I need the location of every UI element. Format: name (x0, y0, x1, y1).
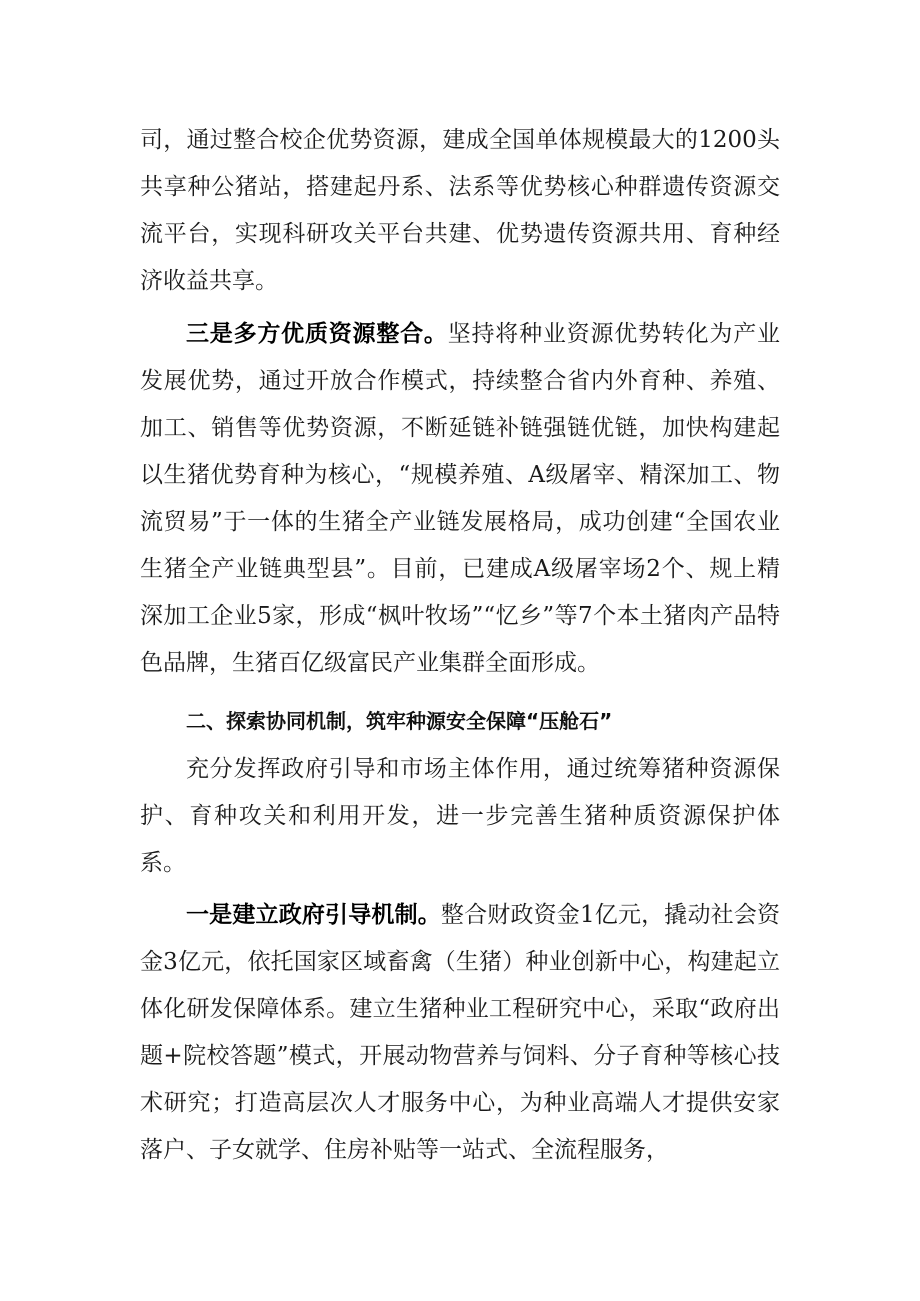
paragraph-lead-resource-integration: 三是多方优质资源整合。 (186, 321, 448, 347)
paragraph-government-guidance (140, 892, 780, 1174)
paragraph-body-resource-integration: 坚持将种业资源优势转化为产业发展优势，通过开放合作模式，持续整合省内外育种、养殖、加工、销售等优势资源，不断延链补链强链优链，加快构建起以生猪优势育种为核心，“规模养殖、A级屠宰、精深加工、物流贸易”于一体的生猪全产业链发展格局，成功创建“全国农业生猪全产业链典型县”。目前，已建成A级屠宰场2个、规上精深加工企业5家，形成“枫叶牧场”“忆乡”等7个本土猪肉产品特色品牌，生猪百亿级富民产业集群全面形成。 (140, 321, 781, 676)
paragraph-continuation: 司，通过整合校企优势资源，建成全国单体规模最大的1200头共享种公猪站，搭建起丹系、法系等优势核心种群遗传资源交流平台，实现科研攻关平台共建、优势遗传资源共用、育种经济收益共享。 (140, 127, 780, 294)
paragraph-resource-integration (140, 311, 780, 687)
section-heading: 二、探索协同机制，筑牢种源安全保障“压舱石” (186, 709, 613, 733)
paragraph-section-intro: 充分发挥政府引导和市场主体作用，通过统筹猪种资源保护、育种攻关和利用开发，进一步完善生猪种质资源保护体系。 (140, 756, 780, 876)
paragraph-lead-government-guidance: 一是建立政府引导机制。 (186, 902, 441, 928)
paragraph-body-government-guidance: 整合财政资金1亿元，撬动社会资金3亿元，依托国家区域畜禽（生猪）种业创新中心，构建起立体化研发保障体系。建立生猪种业工程研究中心，采取“政府出题+院校答题”模式，开展动物营养与饲料、分子育种等核心技术研究；打造高层次人才服务中心，为种业高端人才提供安家落户、子女就学、住房补贴等一站式、全流程服务， (140, 902, 780, 1163)
